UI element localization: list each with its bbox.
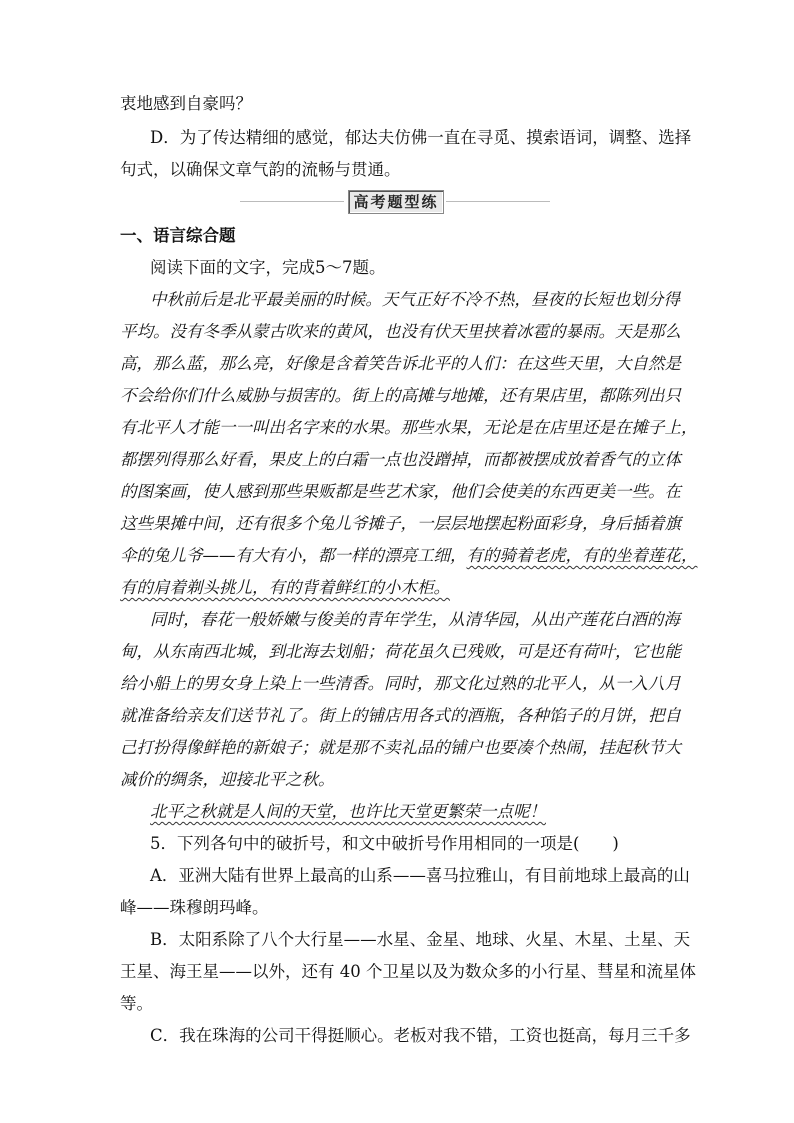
option-a-line: 峰——珠穆朗玛峰。 (120, 898, 269, 917)
passage-line: 这些果摊中间，还有很多个兔儿爷摊子，一层层地摆起粉面彩身，身后插着旗 (120, 514, 681, 533)
passage-line: 同时，春花一般娇嫩与俊美的青年学生，从清华园，从出产莲花白酒的海 (150, 610, 680, 629)
passage-line (120, 576, 680, 600)
banner-rule-left (240, 201, 344, 202)
option-a-line: A．亚洲大陆有世界上最高的山系——喜马拉雅山，有目前地球上最高的山 (150, 866, 690, 885)
banner-rule-right (446, 201, 550, 202)
passage-line: 平均。没有冬季从蒙古吹来的黄风，也没有伏天里挟着冰雹的暴雨。天是那么 (120, 322, 681, 341)
section-banner (240, 190, 550, 214)
passage-line (120, 544, 698, 568)
option-b-line: 王星、海王星——以外，还有 40 个卫星以及为数众多的小行星、彗星和流星体 (120, 962, 696, 981)
passage-line: 的图案画，使人感到那些果贩都是些艺术家，他们会使美的东西更美一些。在 (120, 482, 681, 501)
underlined-text: 有的肩着剃头挑儿，有的背着鲜红的小木柜。 (120, 578, 450, 597)
text-line: 衷地感到自豪吗？ (120, 94, 252, 113)
section-heading: 一、语言综合题 (120, 226, 236, 245)
underlined-text: 有的骑着老虎，有的坐着莲花， (466, 546, 698, 565)
passage-line: 都摆列得那么好看，果皮上的白霜一点也没蹭掉，而都被摆成放着香气的立体 (120, 450, 681, 469)
question-5: 5．下列各句中的破折号，和文中破折号作用相同的一项是( ) (150, 834, 619, 853)
instruction: 阅读下面的文字，完成5～7题。 (150, 258, 386, 277)
underlined-text: 北平之秋就是人间的天堂，也许比天堂更繁荣一点呢！ (150, 802, 546, 821)
option-c-line: C．我在珠海的公司干得挺顺心。老板对我不错，工资也挺高，每月三千多 (150, 1026, 691, 1045)
passage-line: 就准备给亲友们送节礼了。街上的铺店用各式的酒瓶，各种馅子的月饼，把自 (120, 706, 681, 725)
passage-line: 有北平人才能一一叫出名字来的水果。那些水果，无论是在店里还是在摊子上， (120, 418, 698, 437)
passage-line (150, 800, 680, 824)
passage-line: 减价的绸条，迎接北平之秋。 (120, 770, 335, 789)
passage-line: 高，那么蓝，那么亮，好像是含着笑告诉北平的人们：在这些天里，大自然是 (120, 354, 681, 373)
option-b-line: B．太阳系除了八个大行星——水星、金星、地球、火星、木星、土星、天 (150, 930, 691, 949)
option-b-line: 等。 (120, 994, 153, 1013)
passage-line: 甸，从东南西北城，到北海去划船；荷花虽久已残败，可是还有荷叶，它也能 (120, 642, 681, 661)
passage-text: 伞的兔儿爷——有大有小，都一样的漂亮工细， (120, 546, 467, 565)
passage-line: 不会给你们什么威胁与损害的。街上的高摊与地摊，还有果店里，都陈列出只 (120, 386, 681, 405)
banner-title: 高考题型练 (348, 190, 444, 214)
text-line: 句式，以确保文章气韵的流畅与贯通。 (120, 160, 401, 179)
passage-line: 中秋前后是北平最美丽的时候。天气正好不冷不热，昼夜的长短也划分得 (150, 290, 680, 309)
passage-line: 给小船上的男女身上染上一些清香。同时，那文化过熟的北平人，从一入八月 (120, 674, 681, 693)
passage-line: 己打扮得像鲜艳的新娘子；就是那不卖礼品的铺户也要凑个热闹，挂起秋节大 (120, 738, 681, 757)
option-d-line: D．为了传达精细的感觉，郁达夫仿佛一直在寻觅、摸索语词，调整、选择 (150, 128, 692, 147)
